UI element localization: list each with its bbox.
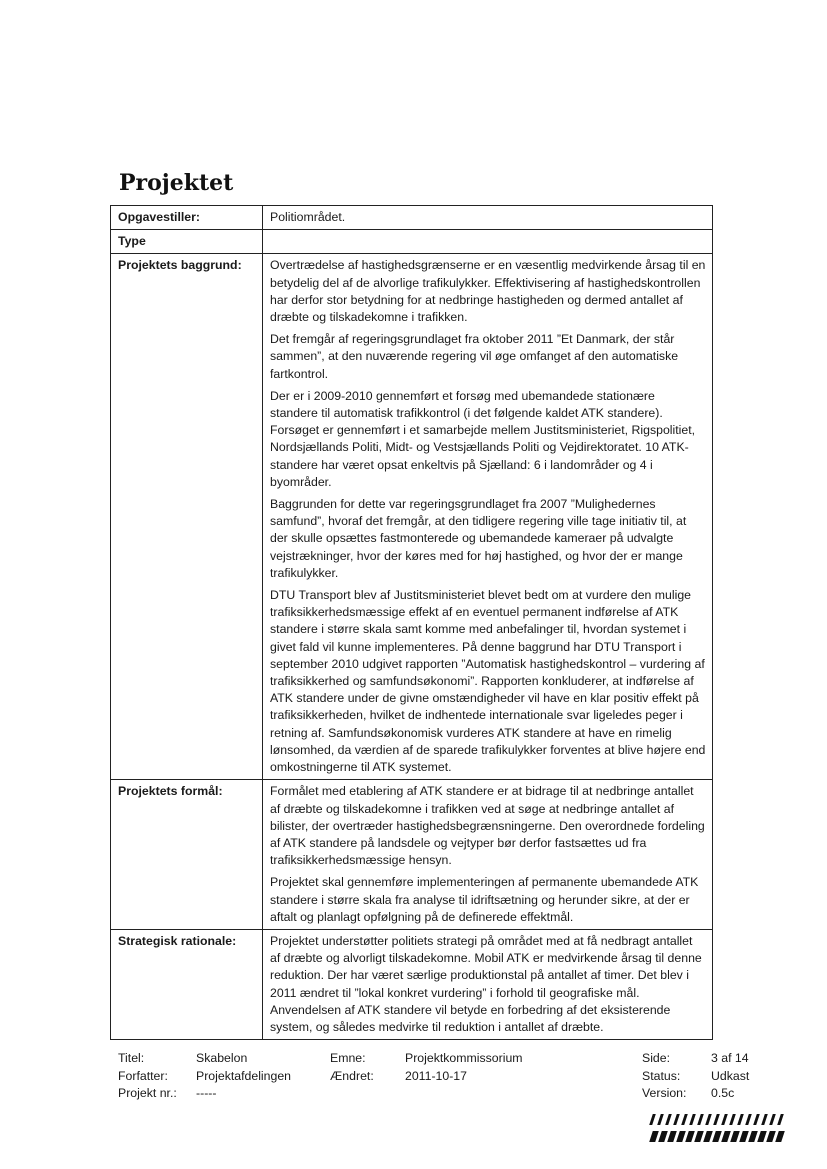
paragraph: Projektet understøtter politiets strategi på området med at få nedbragt antallet af dræbte og alvorligt tilskadekomne. Mobil ATK er medvirkende årsag til denne reduktion. Der har været særlige produktionstal på antallet af timer. Det blev i 2011 ændret til ”lokal konkret vurdering” i forhold til geografiske mål. Anvendelsen af ATK standere vil betyde en forbedring af det eksisterende system, og således medvirke til reduktion i antallet af dræbte. <box>270 933 702 1034</box>
row-value <box>263 780 713 930</box>
footer-aendret-label: Ændret: <box>330 1068 374 1083</box>
paragraph: Projektet skal gennemføre implementeringen af permanente ubemandede ATK standere i større skala fra analyse til idriftsætning og herunder sikre, at der er aftalt og planlagt opfølgning på de definerede effektmål. <box>270 875 699 924</box>
row-value <box>263 206 713 230</box>
footer-emne-label: Emne: <box>330 1051 366 1065</box>
paragraph: Der er i 2009-2010 gennemført et forsøg med ubemandede stationære standere til automatisk trafikkontrol (i det følgende kaldet ATK standere). Forsøget er gennemført i et samarbejde mellem Justitsministeriet, Rigspolitiet, Nordsjællands Politi, Midt- og Vestsjællands Politi og Vejdirektoratet. 10 ATK-standere har været opsat enkeltvis på Sjælland: 6 i landområder og 4 i byområder. <box>270 388 696 489</box>
row-value <box>263 254 713 780</box>
table-row-strategisk-rationale <box>111 929 713 1039</box>
table-row-type <box>111 230 713 254</box>
footer-titel-value: Skabelon <box>196 1051 248 1065</box>
page-title: Projektet <box>119 170 234 196</box>
row-value <box>263 929 713 1039</box>
paragraph: Det fremgår af regeringsgrundlaget fra oktober 2011 ”Et Danmark, der står sammen”, at den nuværende regering vil øge omfanget af den automatiske fartkontrol. <box>270 332 679 381</box>
footer-status-label: Status: <box>642 1068 681 1083</box>
footer-labels-right <box>642 1050 686 1103</box>
footer-emne-value: Projektkommissorium <box>405 1051 523 1065</box>
footer-values-middle <box>405 1050 523 1085</box>
barcode-mark <box>651 1114 786 1148</box>
footer-side-value: 3 af 14 <box>711 1051 749 1065</box>
footer-aendret-value: 2011-10-17 <box>405 1068 467 1083</box>
row-label: Type <box>111 230 263 254</box>
row-label: Projektets formål: <box>111 780 263 930</box>
footer-forfatter-value: Projektafdelingen <box>196 1068 292 1083</box>
footer-values-right <box>711 1050 749 1103</box>
paragraph: Formålet med etablering af ATK standere er at bidrage til at nedbringe antallet af dræbte og tilskadekomne i trafikken ved at søge at nedbringe antallet af bilister, der overtræder hastighedsbegrænsningerne. Den overordnede fordeling af ATK standere på landsdele og vejtyper bør derfor fastsættes ud fra trafiksikkerhedsmæssige hensyn. <box>270 784 705 868</box>
footer-labels-left <box>118 1050 177 1103</box>
footer-version-value: 0.5c <box>711 1086 735 1100</box>
footer-side-label: Side: <box>642 1051 671 1065</box>
row-label: Strategisk rationale: <box>111 929 263 1039</box>
paragraph: Baggrunden for dette var regeringsgrundlaget fra 2007 ”Mulighedernes samfund”, hvoraf det fremgår, at den tidligere regering ville tage initiativ til, at der skulle opsættes fastmonterede og ubemandede kameraer på udvalgte vejstrækninger, hvor der køres med for høj hastighed, og hvor der er mange trafikulykker. <box>270 497 687 580</box>
barcode-thin-row <box>651 1114 786 1125</box>
table-row-formaal <box>111 780 713 930</box>
row-value <box>263 230 713 254</box>
paragraph: Overtrædelse af hastighedsgrænserne er en væsentlig medvirkende årsag til en betydelig del af de alvorlige trafikulykker. Effektivisering af hastighedskontrollen har derfor stor betydning for at nedbringe hastigheden og dermed antallet af dræbte og tilskadekomne i trafikken. <box>270 258 706 325</box>
table-row-baggrund <box>111 254 713 780</box>
project-table <box>110 205 713 1040</box>
row-label: Projektets baggrund: <box>111 254 263 780</box>
row-label: Opgavestiller: <box>111 206 263 230</box>
footer-values-left <box>196 1050 291 1103</box>
footer-projekt-label: Projekt nr.: <box>118 1086 177 1100</box>
barcode-thick-row <box>651 1131 786 1142</box>
paragraph: Politiområdet. <box>270 210 346 224</box>
paragraph: DTU Transport blev af Justitsministeriet blevet bedt om at vurdere den mulige trafiksikkerhedsmæssige effekt af en eventuel permanent indførelse af ATK standere i større skala samt komme med anbefalinger til, hvordan systemet i givet fald vil kunne implementeres. På denne baggrund har DTU Transport i september 2010 udgivet rapporten ”Automatisk hastighedskontrol – vurdering af trafiksikkerhed og samfundsøkonomi”. Rapporten konkluderer, at indførelse af ATK standere under de givne omstændigheder vil have en klar positiv effekt på trafiksikkerheden, hvilket de indhentede internationale svar ligeledes peger i retning af. Samfundsøkonomisk vurderes ATK standere at have en rimelig lønsomhed, da værdien af de sparede trafikulykker forventes at blive højere end omkostningerne til ATK systemet. <box>270 588 706 775</box>
footer-forfatter-label: Forfatter: <box>118 1068 168 1083</box>
footer-titel-label: Titel: <box>118 1051 145 1065</box>
footer-labels-middle <box>330 1050 374 1085</box>
footer-projekt-value: ----- <box>196 1086 217 1100</box>
table-row-opgavestiller <box>111 206 713 230</box>
footer-version-label: Version: <box>642 1086 687 1100</box>
footer-status-value: Udkast <box>711 1068 750 1083</box>
